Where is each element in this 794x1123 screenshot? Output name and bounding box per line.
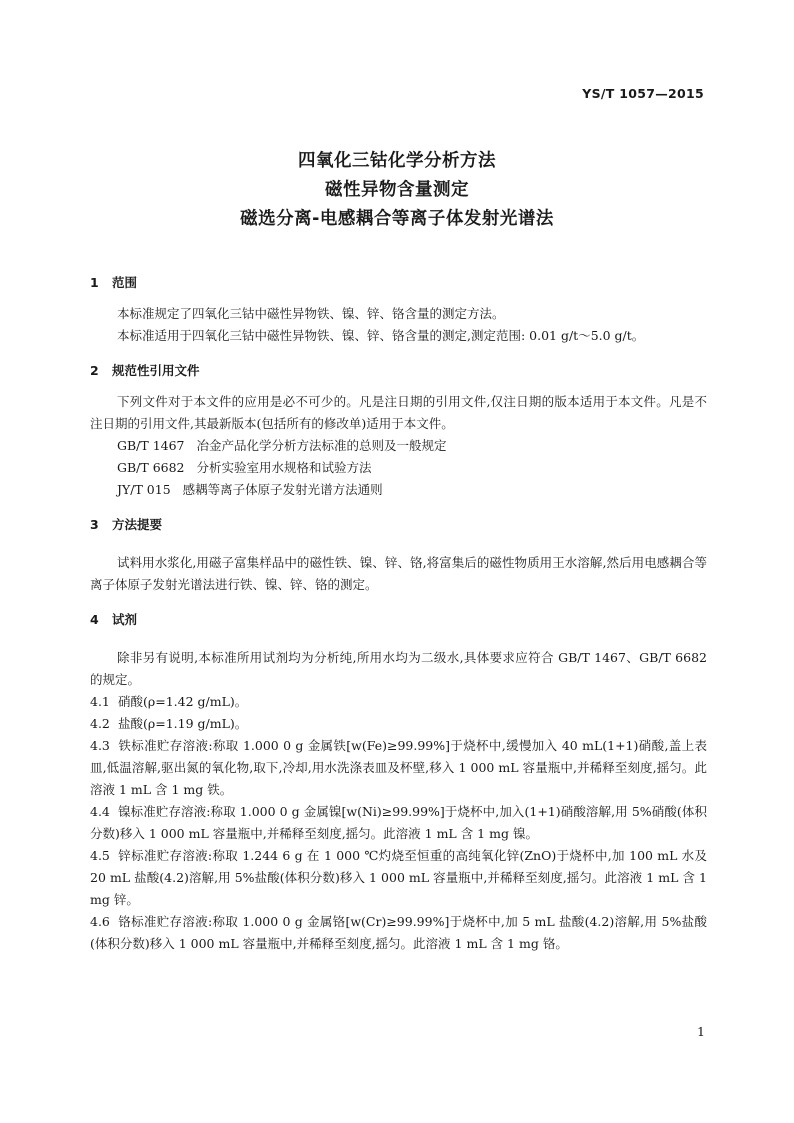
item-number: 4.3 bbox=[90, 738, 110, 753]
section-number: 2 bbox=[90, 363, 99, 378]
page-number: 1 bbox=[697, 1024, 705, 1039]
reagent-item bbox=[90, 801, 707, 845]
item-text: 铁标准贮存溶液:称取 1.000 0 g 金属铁[w(Fe)≥99.99%]于烧杯中,缓慢加入 40 mL(1+1)硝酸,盖上表皿,低温溶解,驱出氮的氧化物,取下,冷却,用水洗涤表皿及杯壁,移入 1 000 mL 容量瓶中,并稀释至刻度,摇匀。此溶液 1 mL 含 1 mg 铁。 bbox=[90, 738, 707, 797]
reference-item bbox=[90, 435, 707, 457]
section-heading-scope bbox=[90, 272, 707, 294]
section-number: 1 bbox=[90, 275, 99, 290]
title-line-2: 磁性异物含量测定 bbox=[325, 180, 469, 200]
paragraph: 本标准规定了四氧化三钴中磁性异物铁、镍、锌、铬含量的测定方法。 bbox=[117, 306, 505, 321]
reagent-item bbox=[90, 735, 707, 801]
reference-code: GB/T 6682 bbox=[117, 460, 185, 475]
section-title: 方法提要 bbox=[112, 517, 163, 532]
item-number: 4.5 bbox=[90, 848, 110, 863]
section-heading-method bbox=[90, 514, 707, 536]
reference-name: 感耦等离子体原子发射光谱方法通则 bbox=[182, 482, 383, 497]
paragraph: 除非另有说明,本标准所用试剂均为分析纯,所用水均为二级水,具体要求应符合 GB/T 1467、GB/T 6682 的规定。 bbox=[90, 650, 707, 687]
reference-code: GB/T 1467 bbox=[117, 438, 185, 453]
paragraph: 试料用水浆化,用磁子富集样品中的磁性铁、镍、锌、铬,将富集后的磁性物质用王水溶解,然后用电感耦合等离子体原子发射光谱法进行铁、镍、锌、铬的测定。 bbox=[90, 555, 707, 592]
item-text: 铬标准贮存溶液:称取 1.000 0 g 金属铬[w(Cr)≥99.99%]于烧杯中,加 5 mL 盐酸(4.2)溶解,用 5%盐酸(体积分数)移入 1 000 mL 容量瓶中,并稀释至刻度,摇匀。此溶液 1 mL 含 1 mg 铬。 bbox=[90, 914, 707, 951]
reagent-item bbox=[90, 845, 707, 911]
item-text: 盐酸(ρ=1.19 g/mL)。 bbox=[118, 716, 248, 731]
reagent-item bbox=[90, 713, 707, 735]
paragraph: 本标准适用于四氧化三钴中磁性异物铁、镍、锌、铬含量的测定,测定范围: 0.01 g/t～5.0 g/t。 bbox=[117, 328, 645, 343]
standard-number: YS/T 1057—2015 bbox=[582, 86, 704, 101]
section-title: 范围 bbox=[112, 275, 138, 290]
section-heading-references bbox=[90, 360, 707, 382]
title-line-1: 四氧化三钴化学分析方法 bbox=[298, 151, 496, 171]
reference-name: 冶金产品化学分析方法标准的总则及一般规定 bbox=[196, 438, 447, 453]
document-title bbox=[0, 147, 794, 234]
reference-item bbox=[90, 479, 707, 501]
reagent-item bbox=[90, 691, 707, 713]
document-body bbox=[90, 272, 707, 955]
paragraph: 下列文件对于本文件的应用是必不可少的。凡是注日期的引用文件,仅注日期的版本适用于本文件。凡是不注日期的引用文件,其最新版本(包括所有的修改单)适用于本文件。 bbox=[90, 394, 707, 431]
item-number: 4.2 bbox=[90, 716, 110, 731]
section-number: 3 bbox=[90, 517, 99, 532]
reference-name: 分析实验室用水规格和试验方法 bbox=[196, 460, 372, 475]
reference-code: JY/T 015 bbox=[117, 482, 171, 497]
reference-item bbox=[90, 457, 707, 479]
section-title: 试剂 bbox=[112, 612, 138, 627]
section-heading-reagents bbox=[90, 609, 707, 631]
section-title: 规范性引用文件 bbox=[112, 363, 200, 378]
title-line-3: 磁选分离-电感耦合等离子体发射光谱法 bbox=[240, 209, 554, 229]
item-text: 锌标准贮存溶液:称取 1.244 6 g 在 1 000 ℃灼烧至恒重的高纯氧化锌(ZnO)于烧杯中,加 100 mL 水及 20 mL 盐酸(4.2)溶解,用 5%盐酸(体积分数)移入 1 000 mL 容量瓶中,并稀释至刻度,摇匀。此溶液 1 mL 含 1 mg 锌。 bbox=[90, 848, 707, 907]
item-number: 4.1 bbox=[90, 694, 110, 709]
item-text: 硝酸(ρ=1.42 g/mL)。 bbox=[118, 694, 248, 709]
item-number: 4.4 bbox=[90, 804, 110, 819]
item-text: 镍标准贮存溶液:称取 1.000 0 g 金属镍[w(Ni)≥99.99%]于烧杯中,加入(1+1)硝酸溶解,用 5%硝酸(体积分数)移入 1 000 mL 容量瓶中,并稀释至刻度,摇匀。此溶液 1 mL 含 1 mg 镍。 bbox=[90, 804, 707, 841]
item-number: 4.6 bbox=[90, 914, 110, 929]
section-number: 4 bbox=[90, 612, 99, 627]
reagent-item bbox=[90, 911, 707, 955]
